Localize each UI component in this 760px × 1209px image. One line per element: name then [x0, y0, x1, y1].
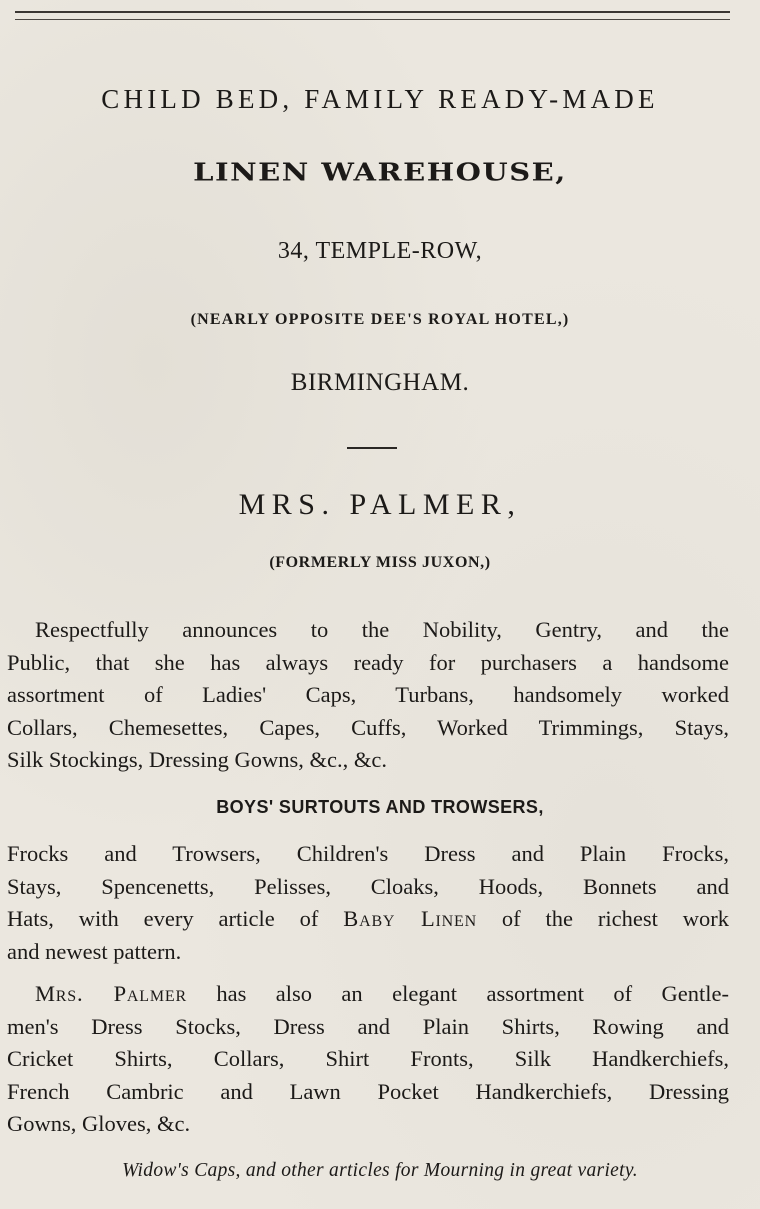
paragraph-line: Silk Stockings, Dressing Gowns, &c., &c. — [7, 747, 387, 772]
paragraph-line: and newest pattern. — [7, 938, 182, 964]
proprietor-name: MRS. PALMER, — [238, 488, 522, 521]
paragraph-line — [7, 978, 729, 1011]
proprietor-former-name: (FORMERLY MISS JUXON,) — [269, 554, 491, 571]
paragraph-line: French Cambric and Lawn Pocket Handkerchiefs, Dressing — [7, 1078, 729, 1104]
paragraph-line: assortment of Ladies' Caps, Turbans, handsomely worked — [7, 682, 729, 707]
announcement-paragraph — [7, 614, 729, 777]
line-text: of the richest work — [476, 906, 729, 931]
paragraph-line: Collars, Chemesettes, Capes, Cuffs, Worked Trimmings, Stays, — [7, 714, 729, 740]
mourning-note: Widow's Caps, and other articles for Mourning in great variety. — [122, 1160, 638, 1181]
boys-subheading: BOYS' SURTOUTS AND TROWSERS, — [216, 797, 544, 817]
city-name: BIRMINGHAM. — [290, 369, 470, 396]
location-note: (NEARLY OPPOSITE DEE'S ROYAL HOTEL,) — [190, 311, 570, 328]
paragraph-line: Respectfully announces to the Nobility, Gentry, and the — [35, 617, 729, 642]
baby-linen-emphasis: Baby Linen — [343, 906, 477, 931]
paragraph-line: Gowns, Gloves, &c. — [7, 1111, 191, 1136]
paragraph-line: Frocks and Trowsers, Children's Dress and Plain Frocks, — [7, 841, 729, 866]
paragraph-line: Cricket Shirts, Collars, Shirt Fronts, Silk Handkerchiefs, — [7, 1046, 729, 1071]
line-text: has also an elegant assortment of Gentle- — [186, 981, 729, 1006]
section-divider — [347, 447, 397, 449]
line-text: Hats, with every article of — [7, 906, 344, 931]
mrs-palmer-emphasis: Mrs. Palmer — [35, 981, 187, 1006]
paragraph-line: Stays, Spencenetts, Pelisses, Cloaks, Hoods, Bonnets and — [7, 873, 729, 899]
headline-linen-warehouse: LINEN WAREHOUSE, — [193, 157, 567, 187]
paragraph-line: men's Dress Stocks, Dress and Plain Shirts, Rowing and — [7, 1013, 729, 1039]
street-address: 34, TEMPLE-ROW, — [277, 238, 483, 264]
gentlemens-goods-paragraph — [7, 978, 729, 1141]
paragraph-line: Public, that she has always ready for purchasers a handsome — [7, 649, 729, 675]
childrens-goods-paragraph — [7, 838, 729, 968]
top-double-rule — [15, 11, 730, 20]
paragraph-line — [7, 903, 729, 936]
headline-child-bed: CHILD BED, FAMILY READY-MADE — [101, 84, 659, 114]
